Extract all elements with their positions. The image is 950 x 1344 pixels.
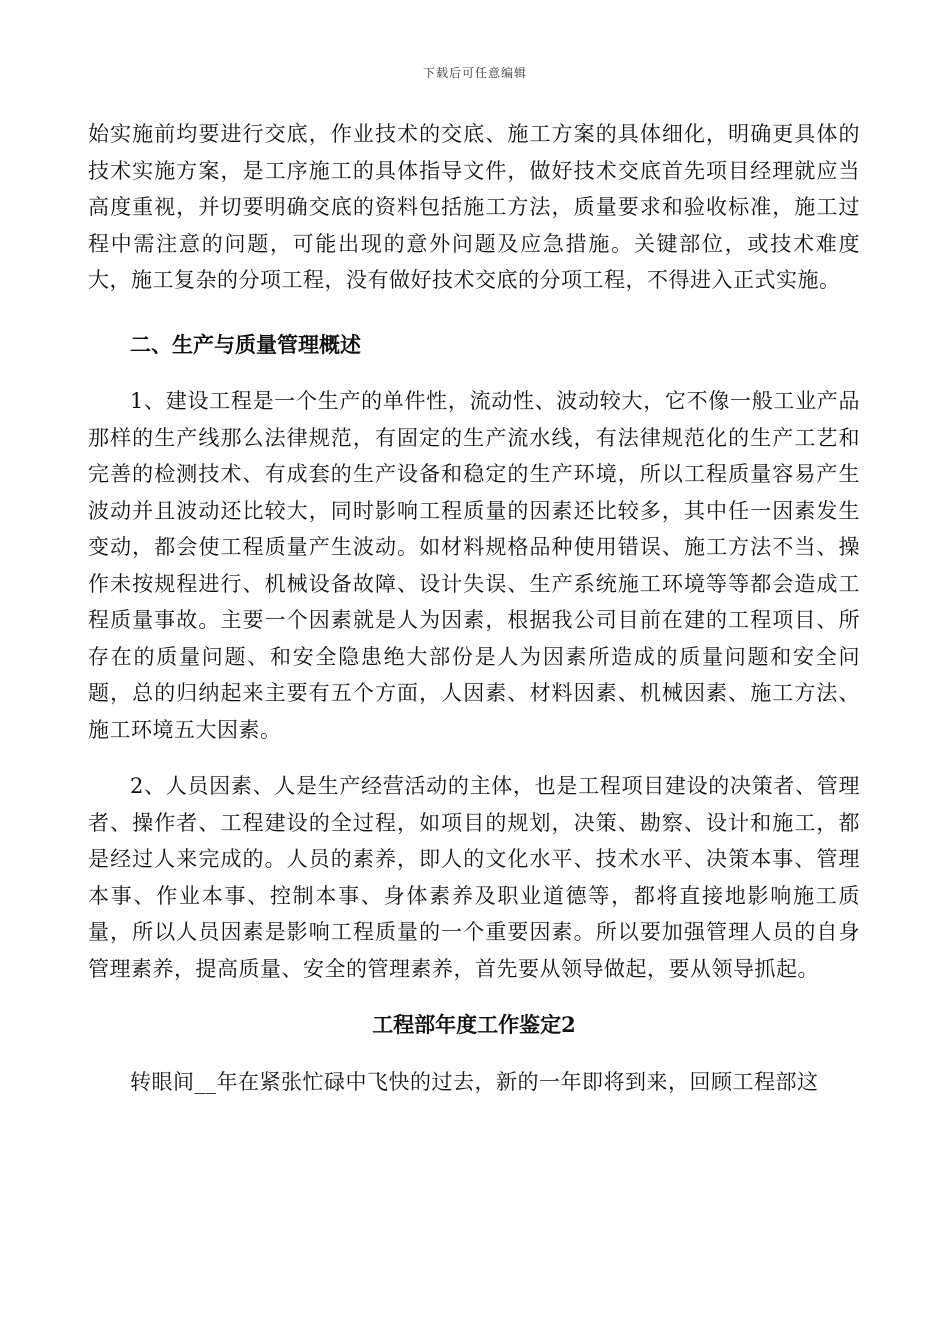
document-body	[88, 116, 860, 1100]
section-heading: 二、生产与质量管理概述	[130, 331, 361, 357]
document-title: 工程部年度工作鉴定2	[372, 1012, 576, 1037]
paragraph-doc2-intro: 转眼间__年在紧张忙碌中飞快的过去，新的一年即将到来，回顾工程部这	[130, 1069, 819, 1094]
intro-paragraph: 始实施前均要进行交底，作业技术的交底、施工方案的具体细化，明确更具体的技术实施方案，是工序施工的具体指导文件，做好技术交底首先项目经理就应当高度重视，并切要明确交底的资料包括施工方法，质量要求和验收标准，施工过程中需注意的问题，可能出现的意外问题及应急措施。关键部位，或技术难度大，施工复杂的分项工程，没有做好技术交底的分项工程，不得进入正式实施。	[88, 122, 860, 292]
paragraph-personnel-factors: 2、人员因素、人是生产经营活动的主体，也是工程项目建设的决策者、管理者、操作者、工程建设的全过程，如项目的规划，决策、勘察、设计和施工，都是经过人来完成的。人员的素养，即人的文化水平、技术水平、决策本事、管理本事、作业本事、控制本事、身体素养及职业道德等，都将直接地影响施工质量，所以人员因素是影响工程质量的一个重要因素。所以要加强管理人员的自身管理素养，提高质量、安全的管理素养，首先要从领导做起，要从领导抓起。	[88, 774, 860, 981]
paragraph-production-overview: 1、建设工程是一个生产的单件性，流动性、波动较大，它不像一般工业产品那样的生产线那么法律规范，有固定的生产流水线，有法律规范化的生产工艺和完善的检测技术、有成套的生产设备和稳定的生产环境，所以工程质量容易产生波动并且波动还比较大，同时影响工程质量的因素还比较多，其中任一因素发生变动，都会使工程质量产生波动。如材料规格品种使用错误、施工方法不当、操作未按规程进行、机械设备故障、设计失误、生产系统施工环境等等都会造成工程质量事故。主要一个因素就是人为因素，根据我公司目前在建的工程项目、所存在的质量问题、和安全隐患绝大部份是人为因素所造成的质量问题和安全问题，总的归纳起来主要有五个方面，人因素、材料因素、机械因素、施工方法、施工环境五大因素。	[88, 389, 860, 742]
page-header-note: 下载后可任意编辑	[422, 66, 527, 80]
